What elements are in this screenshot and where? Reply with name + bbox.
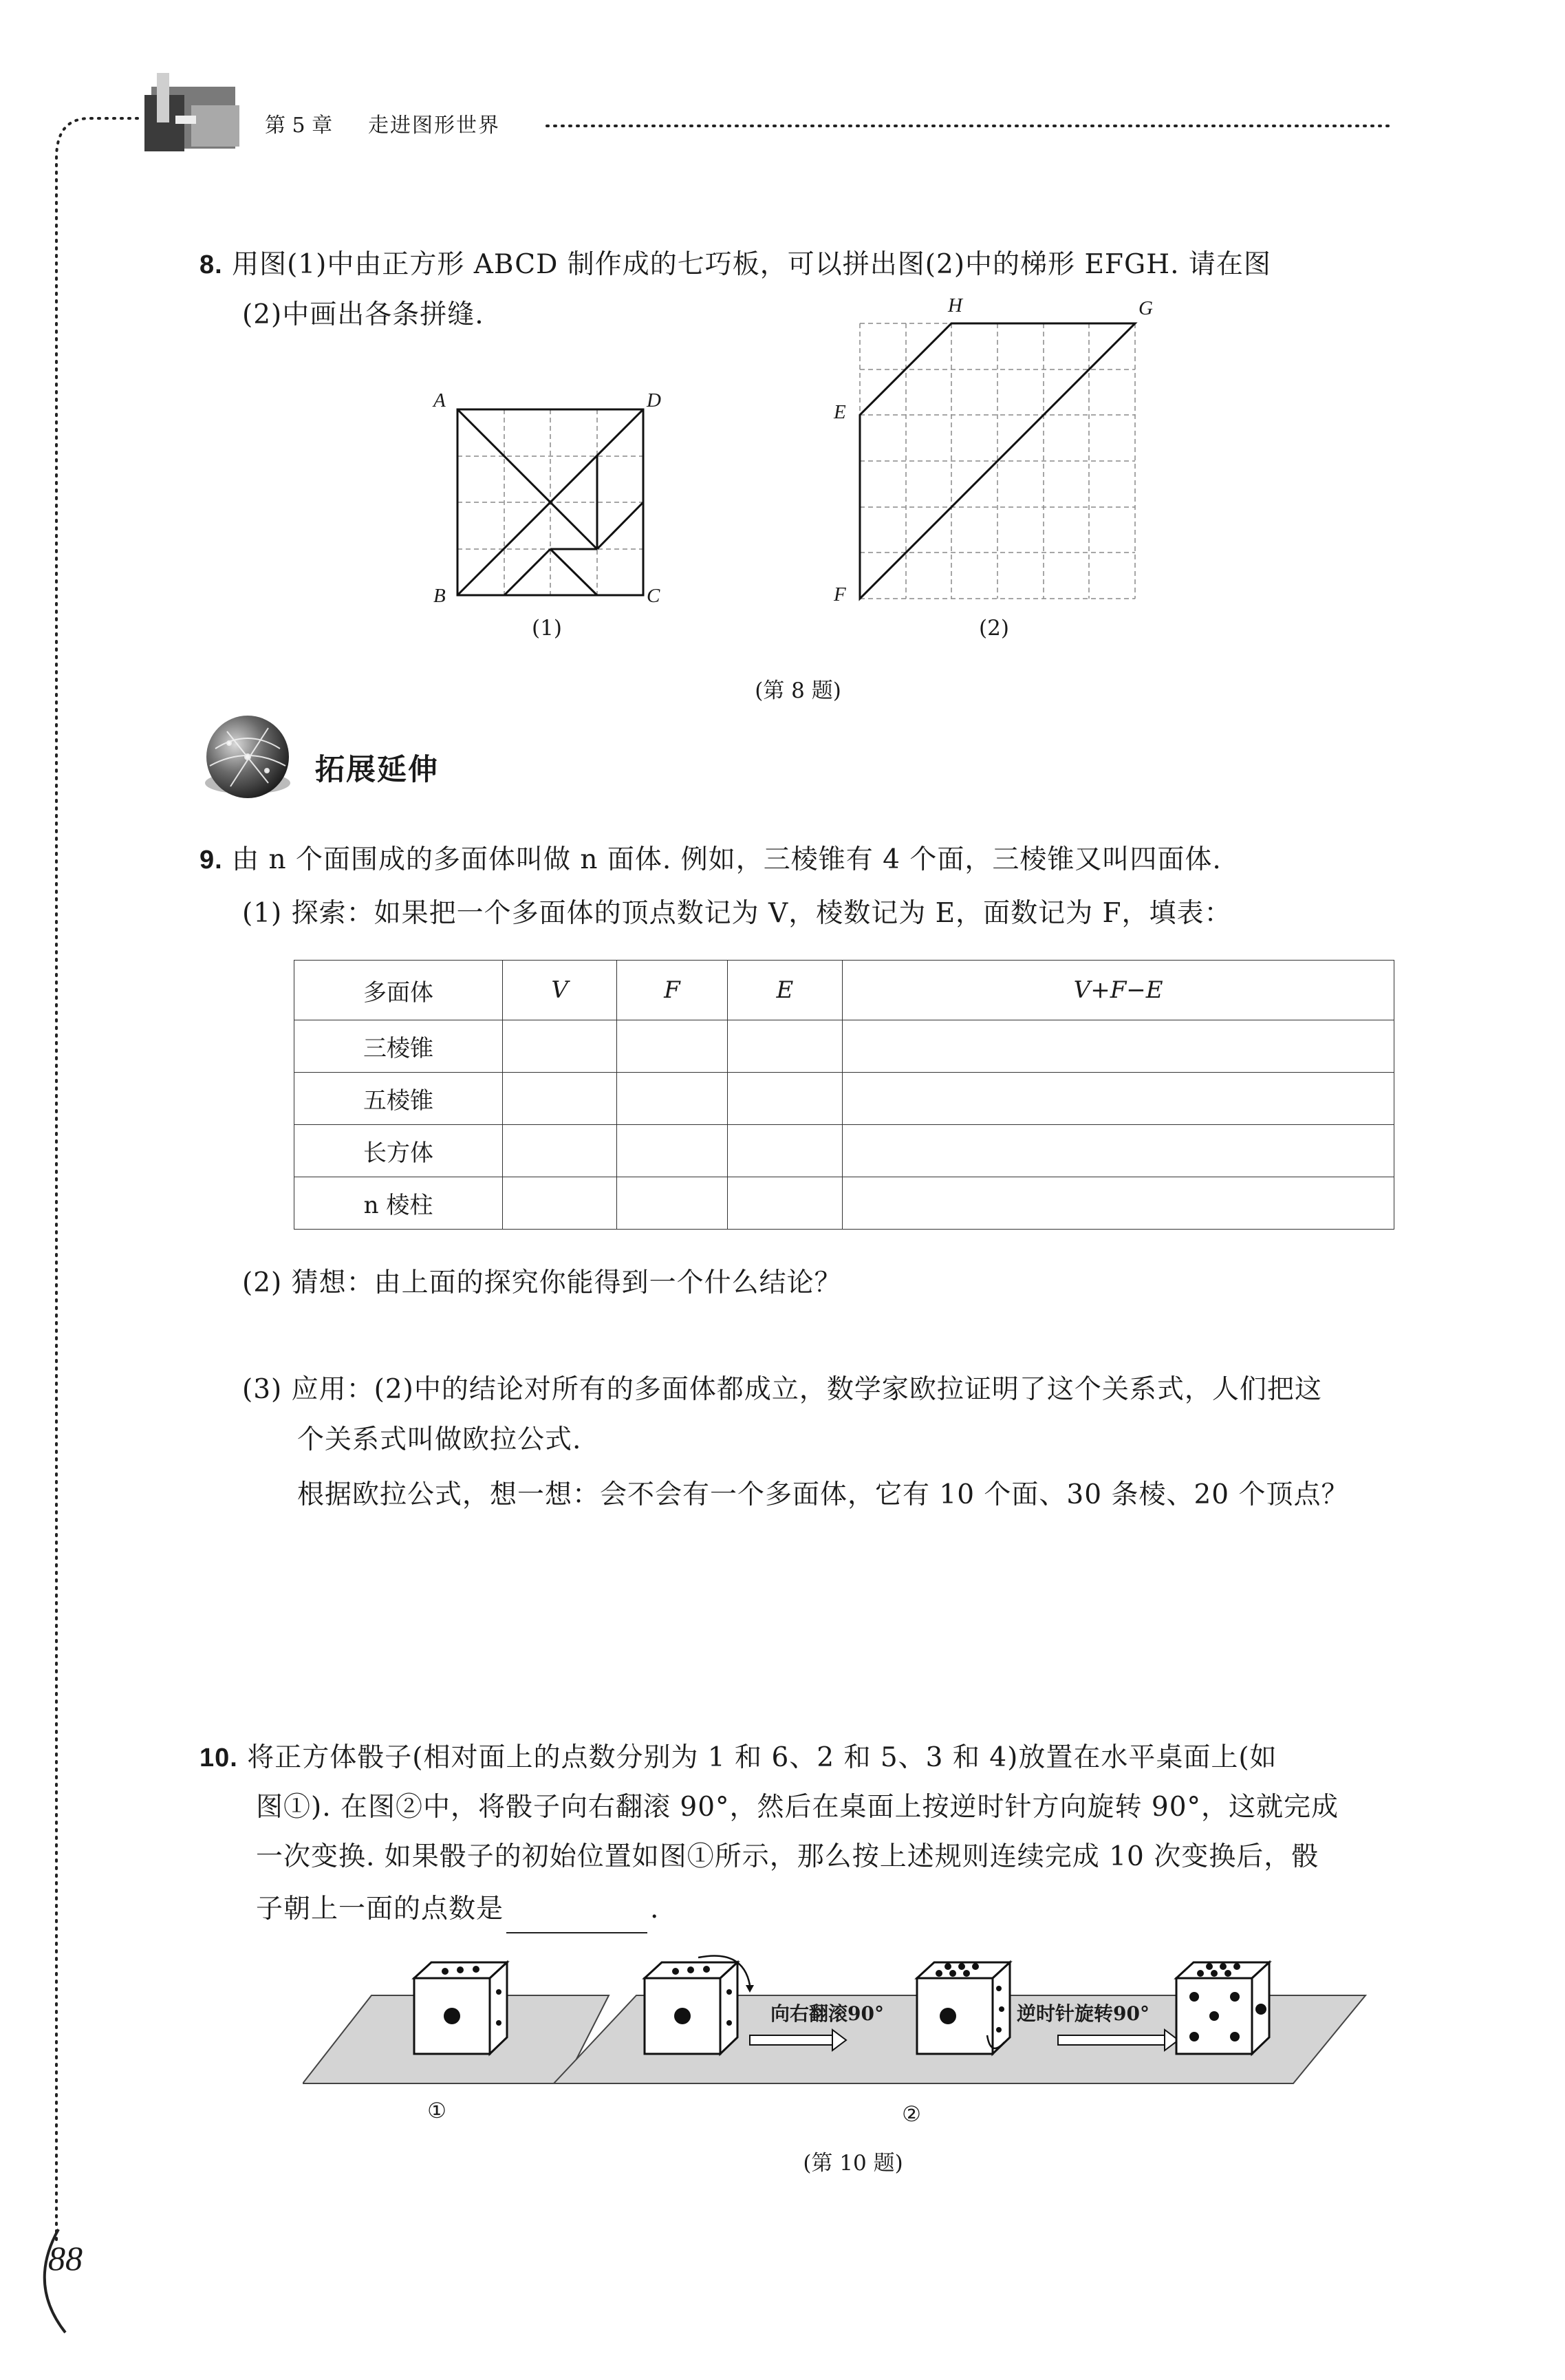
question-text: (2)中画出各条拼缝. bbox=[242, 299, 484, 330]
question-text: 子朝上一面的点数是 bbox=[256, 1894, 504, 1925]
trapezoid-figure bbox=[853, 317, 1142, 605]
vertex-label: A bbox=[433, 389, 446, 411]
table-row bbox=[294, 1073, 1394, 1125]
answer-cell[interactable] bbox=[503, 1073, 617, 1125]
sub-question-1: (1) 探索：如果把一个多面体的顶点数记为 V，棱数记为 E，面数记为 F，填表： bbox=[242, 898, 1232, 929]
vertex-label: B bbox=[433, 585, 446, 607]
polyhedron-table bbox=[294, 960, 1394, 1230]
answer-cell[interactable] bbox=[617, 1020, 727, 1073]
vertex-label: G bbox=[1138, 297, 1153, 319]
question-number: 8. bbox=[199, 250, 223, 279]
answer-blank[interactable] bbox=[506, 1906, 647, 1933]
question-caption: (第 8 题) bbox=[755, 678, 841, 703]
answer-cell[interactable] bbox=[727, 1073, 843, 1125]
header-logo-icon bbox=[131, 67, 255, 157]
question-number: 10. bbox=[199, 1744, 238, 1772]
table-row bbox=[294, 1177, 1394, 1230]
die bbox=[414, 1962, 507, 2054]
page-number: 88 bbox=[48, 2239, 83, 2277]
rotate-ccw-label: 逆时针旋转90° bbox=[1017, 2002, 1150, 2025]
question-text: 图①). 在图②中，将骰子向右翻滚 90°，然后在桌面上按逆时针方向旋转 90°，这就完成 bbox=[256, 1792, 1339, 1823]
question-text: 将正方体骰子(相对面上的点数分别为 1 和 6、2 和 5、3 和 4)放置在水平桌面上(如 bbox=[247, 1742, 1277, 1773]
figure-caption: (1) bbox=[532, 616, 562, 641]
sub-question-2: (2) 猜想：由上面的探究你能得到一个什么结论？ bbox=[242, 1267, 842, 1298]
question-text: 一次变换. 如果骰子的初始位置如图①所示，那么按上述规则连续完成 10 次变换后，骰 bbox=[256, 1841, 1319, 1872]
vertex-label: C bbox=[647, 585, 660, 607]
globe-icon bbox=[196, 707, 299, 811]
vertex-label: E bbox=[834, 401, 846, 423]
table-row bbox=[294, 1125, 1394, 1177]
table-header-cell: 多面体 bbox=[294, 961, 503, 1020]
answer-cell[interactable] bbox=[617, 1177, 727, 1230]
row-label: 五棱锥 bbox=[294, 1073, 503, 1125]
vertex-label: D bbox=[647, 389, 661, 411]
answer-cell[interactable] bbox=[503, 1125, 617, 1177]
vertex-label: H bbox=[948, 294, 962, 317]
tangram-square-figure bbox=[444, 396, 657, 616]
answer-cell[interactable] bbox=[503, 1177, 617, 1230]
table-header-cell: V+F−E bbox=[843, 961, 1394, 1020]
table-header-cell: E bbox=[727, 961, 843, 1020]
figure-caption: ① bbox=[427, 2099, 446, 2123]
row-label: 长方体 bbox=[294, 1125, 503, 1177]
question-text: 由 n 个面围成的多面体叫做 n 面体. 例如，三棱锥有 4 个面，三棱锥又叫四面体. bbox=[232, 844, 1222, 875]
table-header-cell: F bbox=[617, 961, 727, 1020]
dice-figure bbox=[303, 1954, 1376, 2112]
question-text: 用图(1)中由正方形 ABCD 制作成的七巧板，可以拼出图(2)中的梯形 EFGH. 请在图 bbox=[232, 249, 1271, 280]
roll-right-label: 向右翻滚90° bbox=[770, 2002, 884, 2025]
table-header-cell: V bbox=[503, 961, 617, 1020]
die bbox=[645, 1962, 737, 2054]
answer-cell[interactable] bbox=[727, 1020, 843, 1073]
vertex-label: F bbox=[834, 583, 846, 605]
sub-question-3-cont: 个关系式叫做欧拉公式. bbox=[297, 1424, 582, 1455]
table-header-row bbox=[294, 961, 1394, 1020]
answer-cell[interactable] bbox=[843, 1125, 1394, 1177]
answer-cell[interactable] bbox=[503, 1020, 617, 1073]
answer-cell[interactable] bbox=[843, 1020, 1394, 1073]
question-number: 9. bbox=[199, 846, 223, 875]
die bbox=[917, 1962, 1010, 2054]
answer-cell[interactable] bbox=[727, 1177, 843, 1230]
sub-question-3-prompt: 根据欧拉公式，想一想：会不会有一个多面体，它有 10 个面、30 条棱、20 个顶点？ bbox=[297, 1479, 1349, 1510]
die bbox=[1176, 1962, 1269, 2054]
question-text: . bbox=[650, 1894, 660, 1925]
figure-caption: ② bbox=[902, 2102, 921, 2127]
question-caption: (第 10 题) bbox=[803, 2151, 903, 2176]
answer-cell[interactable] bbox=[843, 1073, 1394, 1125]
answer-cell[interactable] bbox=[617, 1073, 727, 1125]
answer-cell[interactable] bbox=[727, 1125, 843, 1177]
section-title: 拓展延伸 bbox=[315, 753, 439, 787]
answer-cell[interactable] bbox=[843, 1177, 1394, 1230]
chapter-number: 第 5 章 bbox=[265, 114, 333, 138]
chapter-title: 走进图形世界 bbox=[368, 114, 500, 138]
sub-question-3: (3) 应用：(2)中的结论对所有的多面体都成立，数学家欧拉证明了这个关系式，人们把这 bbox=[242, 1374, 1322, 1405]
answer-cell[interactable] bbox=[617, 1125, 727, 1177]
table-row bbox=[294, 1020, 1394, 1073]
figure-caption: (2) bbox=[979, 616, 1009, 641]
row-label: 三棱锥 bbox=[294, 1020, 503, 1073]
row-label: n 棱柱 bbox=[294, 1177, 503, 1230]
